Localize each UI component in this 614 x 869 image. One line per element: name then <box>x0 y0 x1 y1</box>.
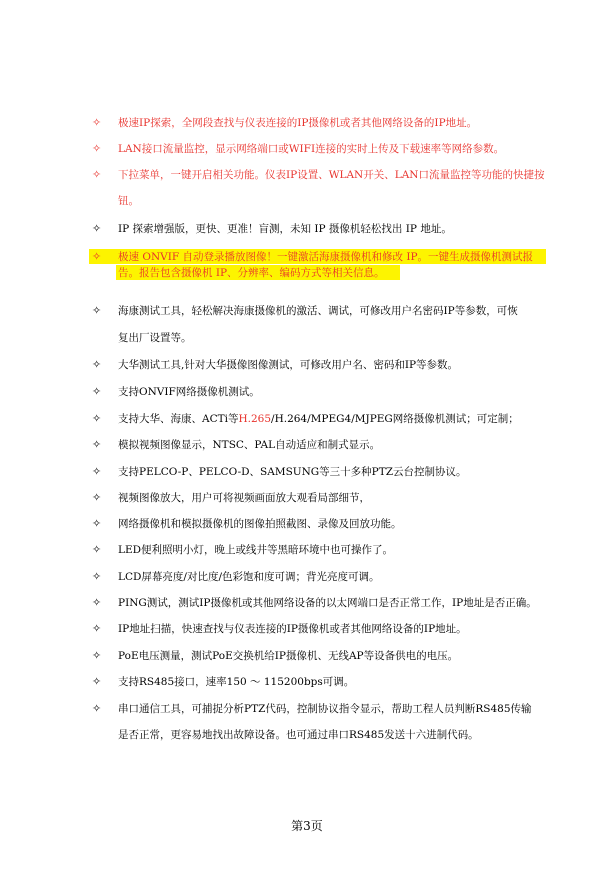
item-text: 海康测试工具，轻松解决海康摄像机的激活、调试，可修改用户名密码IP等参数，可恢 <box>118 305 518 317</box>
item-text: 支持PELCO-P、PELCO-D、SAMSUNG等三十多种PTZ云台控制协议。 <box>118 466 467 478</box>
bullet-icon: ✧ <box>92 116 102 129</box>
bullet-icon: ✧ <box>92 675 102 688</box>
bullet-icon: ✧ <box>92 438 102 451</box>
item-text-continued: 是否正常，更容易地找出故障设备。也可通过串口RS485发送十六进制代码。 <box>118 729 479 741</box>
bullet-icon: ✧ <box>92 491 102 504</box>
item-text <box>118 412 519 426</box>
bullet-icon: ✧ <box>92 596 102 609</box>
bullet-icon: ✧ <box>92 222 102 235</box>
item-text: LCD屏幕亮度/对比度/色彩饱和度可调；背光亮度可调。 <box>118 571 380 583</box>
item-text: 网络摄像机和模拟摄像机的图像拍照截图、录像及回放功能。 <box>118 518 402 530</box>
bullet-icon: ✧ <box>92 702 102 715</box>
item-text: 视频图像放大，用户可将视频画面放大观看局部细节， <box>118 492 370 504</box>
item-text: LAN接口流量监控，显示网络端口或WIFI连接的实时上传及下载速率等网络参数。 <box>118 143 505 155</box>
bullet-icon: ✧ <box>92 465 102 478</box>
item-text: 支持RS485接口，速率150 ～ 115200bps可调。 <box>118 676 355 688</box>
item-text: IP地址扫描，快速查找与仪表连接的IP摄像机或者其他网络设备的IP地址。 <box>118 623 467 635</box>
item-text: IP 探索增强版，更快、更准！盲测，未知 IP 摄像机轻松找出 IP 地址。 <box>118 223 452 235</box>
item-text: 串口通信工具，可捕捉分析PTZ代码，控制协议指令显示，帮助工程人员判断RS485传输 <box>118 703 532 715</box>
bullet-icon: ✧ <box>92 385 102 398</box>
bullet-icon: ✧ <box>92 517 102 530</box>
bullet-icon: ✧ <box>92 304 102 317</box>
item-text: 模拟视频图像显示，NTSC、PAL自动适应和制式显示。 <box>118 439 381 451</box>
bullet-icon: ✧ <box>92 543 102 556</box>
item-text: PING测试，测试IP摄像机或其他网络设备的以太网端口是否正常工作，IP地址是否正确。 <box>118 597 537 609</box>
bullet-icon: ✧ <box>92 142 102 155</box>
item-text: 大华测试工具,针对大华摄像图像测试，可修改用户名、密码和IP等参数。 <box>118 359 459 371</box>
bullet-icon: ✧ <box>92 250 102 263</box>
page-number: 第3页 <box>291 819 323 833</box>
h265-text: H.265 <box>238 413 272 425</box>
bullet-icon: ✧ <box>92 358 102 371</box>
item-text: 下拉菜单，一键开启相关功能。仪表IP设置、WLAN开关、LAN口流量监控等功能的快捷按 <box>118 169 545 181</box>
bullet-icon: ✧ <box>92 570 102 583</box>
item-text: 极速IP探索，全网段查找与仪表连接的IP摄像机或者其他网络设备的IP地址。 <box>118 117 478 129</box>
bullet-icon: ✧ <box>92 649 102 662</box>
item-text-continued: 复出厂设置等。 <box>118 332 192 344</box>
item-text-continued: 告。报告包含摄像机 IP、分辨率、编码方式等相关信息。 <box>118 267 385 279</box>
item-text-continued: 钮。 <box>118 195 139 207</box>
bullet-icon: ✧ <box>92 412 102 425</box>
item-text: 支持ONVIF网络摄像机测试。 <box>118 386 260 398</box>
item-text-part: /H.264/MPEG4/MJPEG网络摄像机测试；可定制； <box>271 413 519 425</box>
bullet-icon: ✧ <box>92 622 102 635</box>
item-text-part: 支持大华、海康、ACTi等 <box>118 413 239 425</box>
item-text: PoE电压测量，测试PoE交换机给IP摄像机、无线AP等设备供电的电压。 <box>118 650 459 662</box>
bullet-icon: ✧ <box>92 168 102 181</box>
item-text: 极速 ONVIF 自动登录播放图像！一键激活海康摄像机和修改 IP。一键生成摄像机测试报 <box>118 251 534 263</box>
item-text: LED便利照明小灯，晚上或线井等黑暗环境中也可操作了。 <box>118 544 394 556</box>
